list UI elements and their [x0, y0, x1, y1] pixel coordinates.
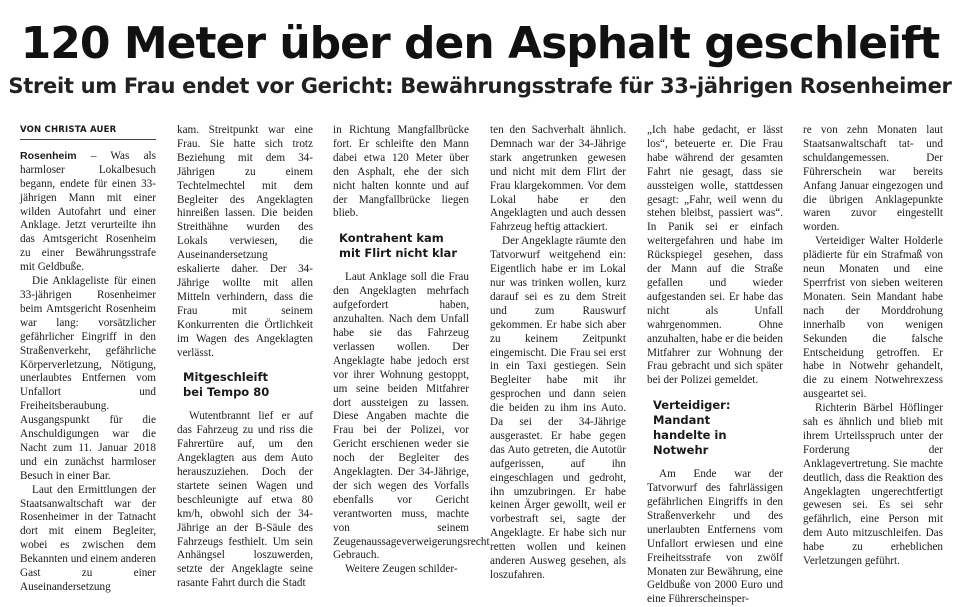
paragraph: Die Anklageliste für einen 33-jährigen Rosenheimer beim Amtsgericht Rosenheim war lang: vorsätzlicher gefährlicher Eingriff in den Straßenverkehr, gefährliche Körperverletzung, Nötigung, unerlaubtes Entfernen vom Unfallort und Freiheitsberaubung. Ausgangspunkt für die Anschuldigungen war die Nacht zum 11. Januar 2018 und ein zunächst harmloser Besuch in einer Bar. [20, 275, 156, 482]
author-byline: VON CHRISTA AUER [20, 124, 156, 140]
paragraph: Weitere Zeugen schilder- [345, 563, 458, 576]
paragraph: ten den Sachverhalt ähnlich. Demnach war der 34-Jährige stark angetrunken gewesen und nicht mit dem Flirt der Frau klargekommen. Vor dem Lokal habe er den Angeklagten und auch dessen Fahrzeug heftig attackiert. [490, 124, 626, 234]
article-column-5 [647, 124, 783, 606]
article-column-2 [177, 124, 313, 590]
subheadline: Streit um Frau endet vor Gericht: Bewährungsstrafe für 33-jährigen Rosenheimer [8, 74, 952, 98]
paragraph: „Ich habe gedacht, er lässt los“, beteuerte er. Die Frau habe während der gesamten Fahrt nie gesagt, dass sie aussteigen wolle, stattdessen gesagt: „Fahr, weil wenn du stehen bleibst, passiert was“. In Panik sei er einfach weitergefahren und habe im Rückspiegel gesehen, dass der Mann auf die Straße gefallen und wieder aufgestanden sei. Er habe das nicht als Unfall wahrgenommen. Ohne anzuhalten, habe er die beiden Mitfahrer zur Wohnung der Frau gebracht und sich später bei der Polizei gemeldet. [647, 124, 783, 387]
lead-text: – Was als harmloser Lokalbesuch begann, endete für einen 33-jährigen Mann mit einer wilden Autofahrt und einer Anklage. Jetzt verurteilte ihn das Amtsgericht Rosenheim zu einer Bewährungsstrafe mit Geldbuße. [20, 149, 156, 274]
article-column-4 [490, 124, 626, 581]
subhead-line-1: Kontrahent kam [339, 231, 444, 246]
dateline: Rosenheim [20, 149, 77, 162]
paragraph: Der Angeklagte räumte den Tatvorwurf weitgehend ein: Eigentlich habe er im Lokal nur was trinken wollen, kurz darauf sei es zu dem Streit und zum Rauswurf gekommen. Er habe sich aber zu keinem Zeitpunkt eingemischt. Die Frau sei erst in ein Taxi gestiegen. Sein Begleiter habe mit ihr gesprochen und dann seien die beiden zu ihm ins Auto. Da sei der 34-Jährige ausgerastet. Er habe gegen das Auto getreten, die Autotür aufgerissen, auf ihn eingeschlagen und gedroht, ihn umzubringen. Er habe keinen Ärger gewollt, weil er vorbestraft sei, sagte der Angeklagte. Er habe sich nur retten wollen und keinen anderen Ausweg gesehen, als loszufahren. [490, 235, 626, 581]
article-column-6 [803, 124, 943, 568]
subhead-line-2: bei Tempo 80 [183, 385, 270, 400]
paragraph: in Richtung Mangfallbrücke fort. Er schleifte den Mann dabei etwa 120 Meter über den Asphalt, ehe der sich nicht halten konnte und auf der Mangfallbrücke liegen blieb. [333, 124, 469, 220]
paragraph: Wutentbrannt lief er auf das Fahrzeug zu und riss die Fahrertüre auf, um den Angeklagten aus dem Auto herauszuziehen. Doch der startete seinen Wagen und beschleunigte auf etwa 80 km/h, obwohl sich der 34-Jährige an der B-Säule des Fahrzeugs festhielt. Um sein Anhängsel loszuwerden, setzte der Angeklagte seine rasante Fahrt durch die Stadt [177, 410, 313, 590]
subhead-line-1: Verteidiger: Mandant [653, 398, 731, 428]
paragraph: Verteidiger Walter Holderle plädierte für ein Strafmaß von neun Monaten und eine Sperrfrist von sieben weiteren Monaten. Sein Mandant habe nach der Morddrohung innerhalb von wenigen Sekunden die falsche Entscheidung getroffen. Er habe in Notwehr gehandelt, die zu einem Notwehrexzess ausgeartet sei. [803, 235, 943, 401]
paragraph: Richterin Bärbel Höflinger sah es ähnlich und blieb mit ihrem Urteilsspruch unter der Forderung der Anklagevertretung. Sie machte deutlich, dass die Reaktion des Angeklagten ungerechtfertigt gewesen sei. Es sei sehr gefährlich, eine Person mit dem Auto mitzuschleifen. Das habe zu erheblichen Verletzungen geführt. [803, 402, 943, 568]
subhead-line-2: mit Flirt nicht klar [339, 246, 457, 261]
article-column-1 [20, 124, 156, 593]
section-subhead [183, 370, 313, 400]
subhead-line-1: Mitgeschleift [183, 370, 268, 385]
paragraph: Laut den Ermittlungen der Staatsanwaltschaft war der Rosenheimer in der Tatnacht dort mit einem Begleiter, wobei es zwischen dem Bekannten und einem anderen Gast zu einer Auseinandersetzung [20, 483, 156, 593]
paragraph: re von zehn Monaten laut Staatsanwaltschaft tat- und schuldangemessen. Der Führerschein war bereits Anfang Januar eingezogen und die übrigen Anklagepunkte waren zuvor eingestellt worden. [803, 124, 943, 234]
article-column-3 [333, 124, 490, 576]
subhead-line-2: handelte in Notwehr [653, 428, 727, 458]
paragraph: Laut Anklage soll die Frau den Angeklagten mehrfach aufgefordert haben, anzuhalten. Nach dem Unfall habe sie das Fahrzeug verlassen wollen. Der Angeklagte habe jedoch erst vor ihrer Wohnung gestoppt, um seine beiden Mitfahrer dort aussteigen zu lassen. Diese Angaben machte die Frau bei der Polizei, vor Gericht erschienen weder sie noch der Begleiter des Angeklagten. Der 34-Jährige, der sich wegen des Vorfalls ebenfalls vor Gericht verantworten muss, machte von seinem Zeugenaussageverweigerungsrecht Gebrauch. [333, 271, 490, 562]
section-subhead [339, 231, 469, 261]
paragraph: kam. Streitpunkt war eine Frau. Sie hatte sich trotz Beziehung mit dem 34-Jährigen zu einem Techtelmechtel mit dem Begleiter des Angeklagten hinreißen lassen. Die beiden Streithähne wurden des Lokals verwiesen, die Auseinandersetzung eskalierte daher. Der 34-Jährige wollte mit allen Mitteln verhindern, dass die Frau mit seinem Konkurrenten die Örtlichkeit im Wagen des Angeklagten verlässt. [177, 124, 313, 359]
paragraph: Am Ende war der Tatvorwurf des fahrlässigen gefährlichen Eingriffs in den Straßenverkehr und des unerlaubten Entfernens vom Unfallort erwiesen und eine Freiheitsstrafe von zwölf Monaten zur Bewährung, eine Geldbuße von 2000 Euro und eine Führerscheinsper- [647, 468, 783, 606]
headline: 120 Meter über den Asphalt geschleift [20, 18, 940, 69]
section-subhead [653, 398, 783, 458]
lead-paragraph [20, 150, 156, 275]
